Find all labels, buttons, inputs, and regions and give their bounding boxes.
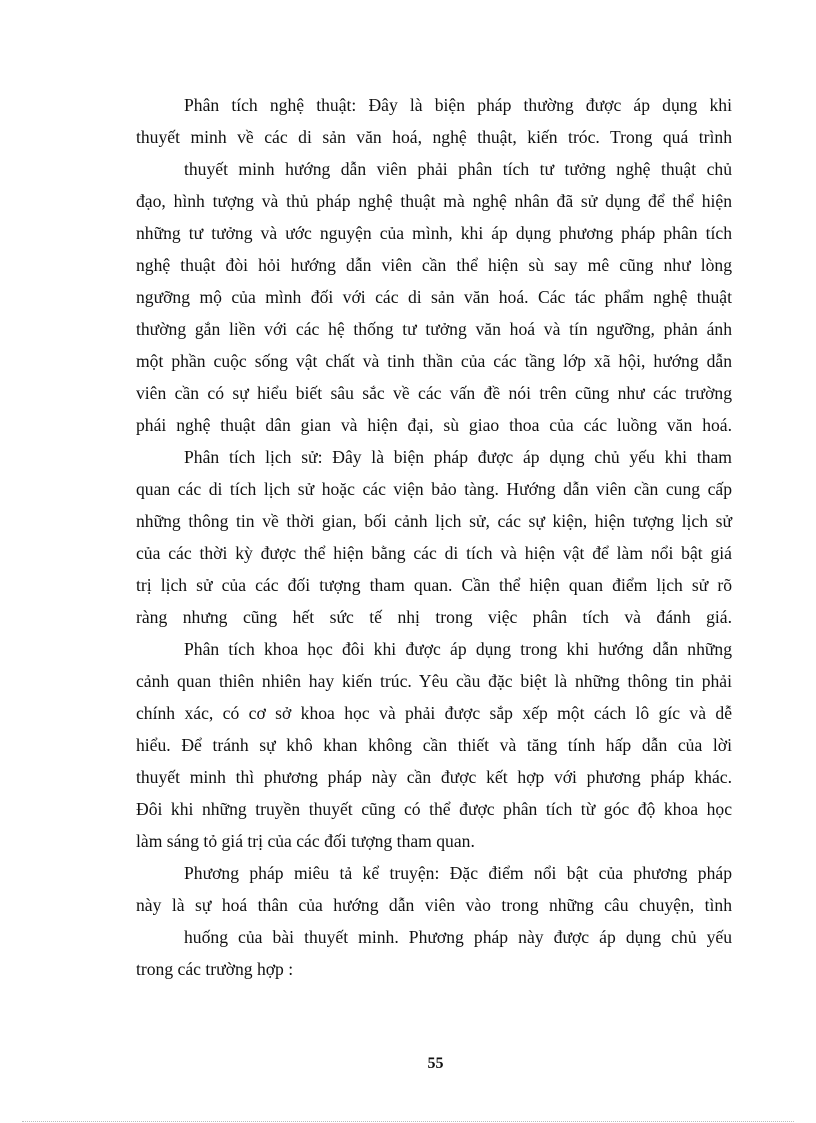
text-line: đạo, hình tượng và thủ pháp nghệ thuật mà nghệ nhân đã sử dụng để thể hiện [136,191,732,211]
text-line: Phân tích nghệ thuật: Đây là biện pháp thường được áp dụng khi [184,95,732,115]
footer-dotted-rule [22,1121,794,1122]
text-line: huống của bài thuyết minh. Phương pháp này được áp dụng chủ yếu [184,927,732,947]
text-line: thuyết minh hướng dẫn viên phải phân tích tư tưởng nghệ thuật chủ [184,159,732,179]
text-line: thường gắn liền với các hệ thống tư tưởng văn hoá và tín ngưỡng, phản ánh [136,319,732,339]
text-line: Phân tích khoa học đôi khi được áp dụng trong khi hướng dẫn những [184,639,732,659]
text-line: một phần cuộc sống vật chất và tinh thần của các tầng lớp xã hội, hướng dẫn [136,351,732,371]
text-line: quan các di tích lịch sử hoặc các viện bảo tàng. Hướng dẫn viên cần cung cấp [136,479,732,499]
text-line: viên cần có sự hiểu biết sâu sắc về các vấn đề nói trên cũng như các trường [136,383,732,403]
text-line: hiểu. Để tránh sự khô khan không cần thiết và tăng tính hấp dẫn của lời [136,735,732,755]
page-number: 55 [427,1055,444,1072]
text-line: những tư tưởng và ước nguyện của mình, khi áp dụng phương pháp phân tích [136,223,732,243]
text-line: của các thời kỳ được thể hiện bằng các di tích và hiện vật để làm nổi bật giá [136,543,732,563]
text-line: trị lịch sử của các đối tượng tham quan. Cần thể hiện quan điểm lịch sử rõ [136,575,732,595]
text-line: trong các trường hợp : [136,959,294,979]
text-line: cảnh quan thiên nhiên hay kiến trúc. Yêu cầu đặc biệt là những thông tin phải [136,671,732,691]
text-line: Phương pháp miêu tả kể truyện: Đặc điểm nổi bật của phương pháp [184,863,732,883]
text-line: nghệ thuật đòi hỏi hướng dẫn viên cần thể hiện sù say mê cũng như lòng [136,255,732,275]
text-line: Đôi khi những truyền thuyết cũng có thể được phân tích từ góc độ khoa học [136,799,732,819]
text-line: Phân tích lịch sử: Đây là biện pháp được áp dụng chủ yếu khi tham [184,447,732,467]
text-line: chính xác, có cơ sở khoa học và phải được sắp xếp một cách lô gíc và dễ [136,703,732,723]
text-line: thuyết minh thì phương pháp này cần được kết hợp với phương pháp khác. [136,767,732,787]
text-line: ngưỡng mộ của mình đối với các di sản văn hoá. Các tác phẩm nghệ thuật [136,287,732,307]
text-line: phái nghệ thuật dân gian và hiện đại, sù giao thoa của các luồng văn hoá. [136,415,732,435]
text-line: làm sáng tỏ giá trị của các đối tượng tham quan. [136,831,475,851]
text-line: này là sự hoá thân của hướng dẫn viên vào trong những câu chuyện, tình [136,895,732,915]
text-line: ràng nhưng cũng hết sức tế nhị trong việc phân tích và đánh giá. [136,607,732,627]
text-line: thuyết minh về các di sản văn hoá, nghệ thuật, kiến tróc. Trong quá trình [136,127,732,147]
text-line: những thông tin về thời gian, bối cảnh lịch sử, các sự kiện, hiện tượng lịch sử [136,511,732,531]
